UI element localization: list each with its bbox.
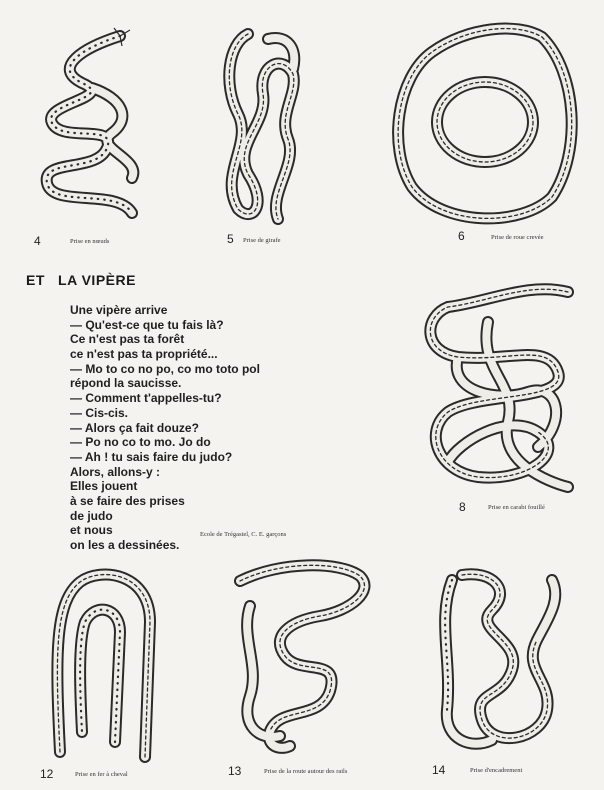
poem-line: Elles jouent (70, 479, 138, 494)
poem-line: Alors, allons-y : (70, 464, 161, 479)
snake-drawing-12 (40, 562, 180, 764)
figure-number-5: 5 (227, 232, 234, 246)
poem-line: — Ah ! tu sais faire du judo? (70, 449, 233, 464)
figure-caption-6: Prise de roue crevée (491, 234, 544, 241)
poem-line: Ce n'est pas ta forêt (70, 332, 185, 347)
poem-line: ce n'est pas ta propriété... (70, 347, 218, 362)
poem-line: — Alors ça fait douze? (70, 420, 199, 435)
poem-line: — Mo to co no po, co mo toto pol (70, 361, 260, 376)
poem-line: — Qu'est-ce que tu fais là? (70, 317, 224, 332)
figure-number-13: 13 (228, 764, 242, 778)
snake-drawing-6 (392, 22, 582, 227)
poem-line: — Cis-cis. (70, 405, 129, 420)
poem-text (70, 303, 260, 553)
figure-number-8: 8 (459, 500, 466, 514)
figure-number-12: 12 (40, 767, 54, 781)
poem-credit: Ecole de Trégastel, C. E. garçons (200, 531, 287, 538)
snake-drawing-4 (22, 28, 152, 228)
snake-drawing-5 (208, 24, 308, 229)
snake-drawing-13 (230, 556, 380, 756)
figure-caption-12: Prise en fer à cheval (75, 771, 128, 778)
poem-line: — Po no co to mo. Jo do (70, 435, 211, 450)
poem-title: ET LA VIPÈRE (26, 272, 136, 288)
figure-number-4: 4 (34, 234, 41, 248)
figure-number-6: 6 (458, 229, 465, 243)
figure-number-14: 14 (432, 763, 446, 777)
snake-drawing-8 (418, 282, 582, 497)
figure-caption-8: Prise en carabi fouillé (488, 504, 545, 511)
poem-line: de judo (70, 508, 113, 523)
snake-drawing-14 (432, 560, 572, 760)
figure-caption-4: Prise en nœuds (70, 238, 110, 245)
figure-caption-13: Prise de la route autour des rails (264, 768, 348, 775)
figure-caption-14: Prise d'encadrement (470, 767, 523, 774)
poem-line: — Comment t'appelles-tu? (70, 391, 222, 406)
poem-line: répond la saucisse. (70, 376, 182, 391)
poem-line: à se faire des prises (70, 493, 185, 508)
poem-line: et nous (70, 523, 113, 538)
poem-line: Une vipère arrive (70, 303, 168, 317)
poem-line: on les a dessinées. (70, 538, 180, 552)
figure-caption-5: Prise de girafe (243, 237, 281, 244)
